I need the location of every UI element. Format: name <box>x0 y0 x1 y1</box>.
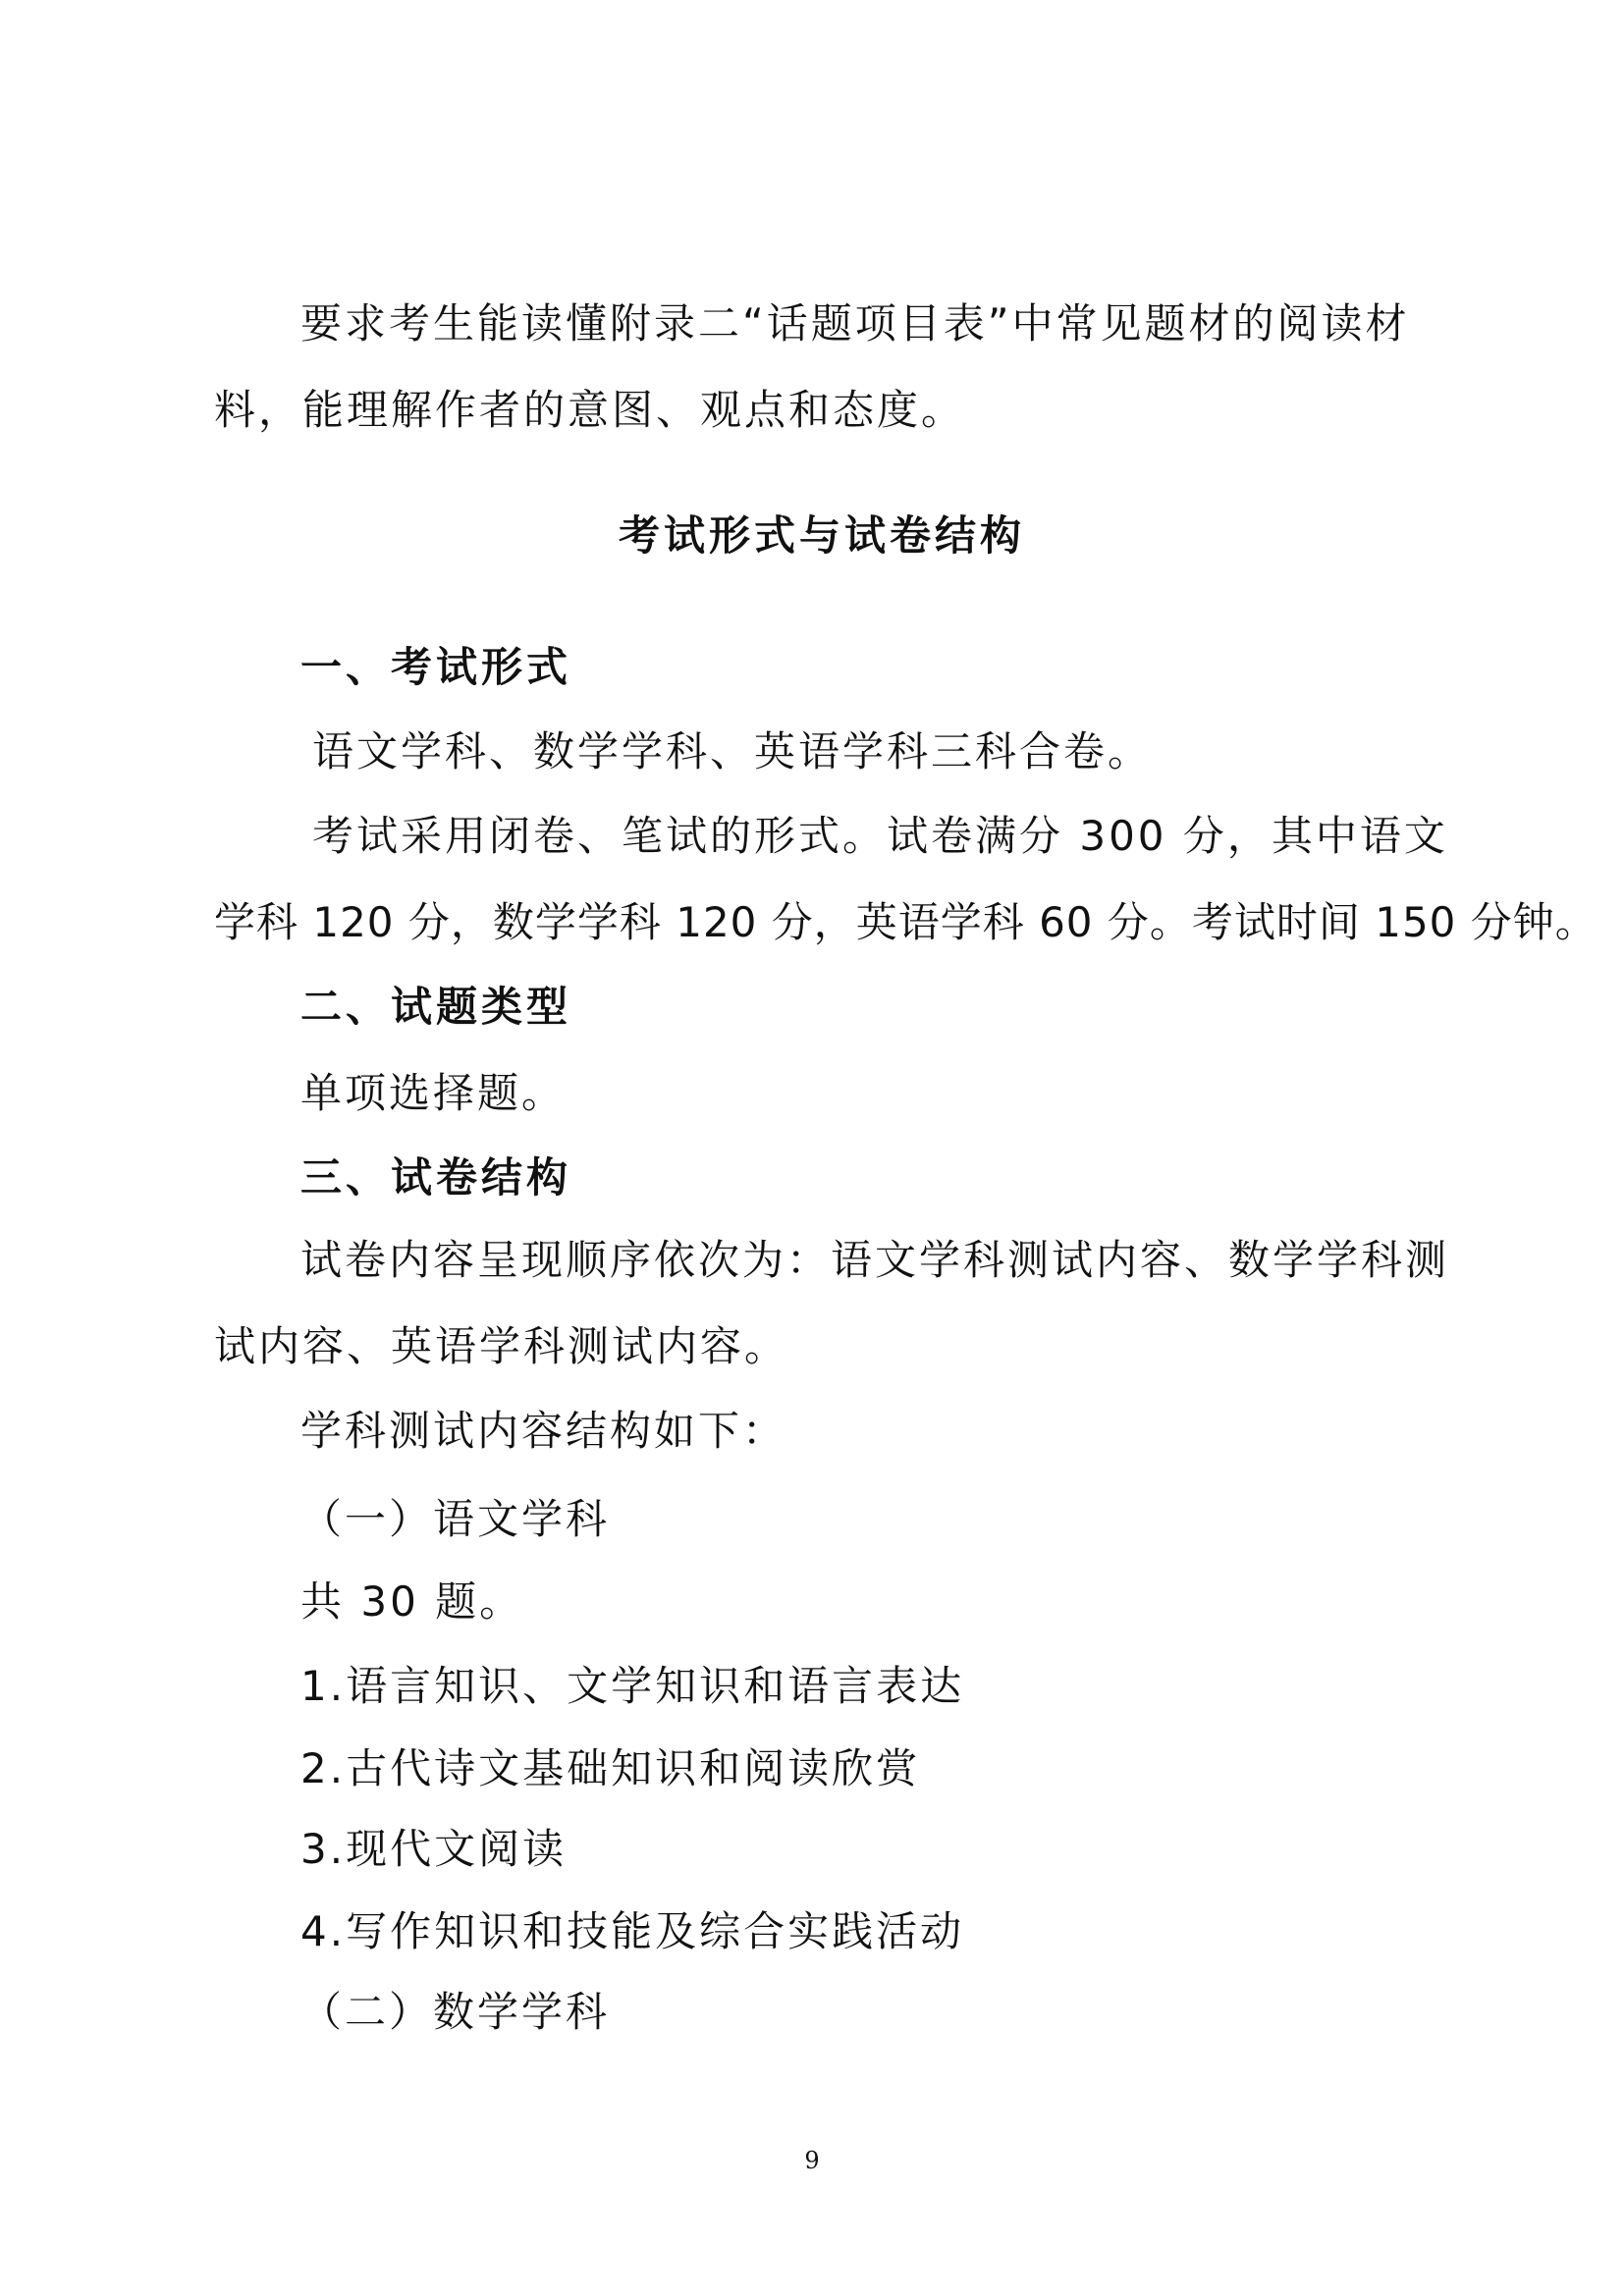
intro-line-1: 要求考生能读懂附录二“话题项目表”中常见题材的阅读材 <box>300 299 1410 347</box>
chinese-item-3: 3.现代文阅读 <box>300 1825 568 1873</box>
heading-question-type: 二、试题类型 <box>300 983 572 1031</box>
heading-exam-format: 一、考试形式 <box>300 643 572 691</box>
subsection-chinese-label: （一）语文学科 <box>300 1495 611 1543</box>
chinese-question-count: 共 30 题。 <box>300 1577 524 1626</box>
structure-para-1-line-1: 试卷内容呈现顺序依次为：语文学科测试内容、数学学科测 <box>300 1236 1450 1284</box>
subsection-math-label: （二）数学学科 <box>300 1988 611 2036</box>
intro-line-2: 料，能理解作者的意图、观点和态度。 <box>214 386 966 434</box>
exam-format-para-2-line-2: 学科 120 分，数学学科 120 分，英语学科 60 分。考试时间 150 分钟。 <box>214 898 1597 946</box>
question-type-para: 单项选择题。 <box>300 1069 567 1117</box>
structure-para-1-line-2: 试内容、英语学科测试内容。 <box>214 1322 789 1370</box>
chinese-item-4: 4.写作知识和技能及综合实践活动 <box>300 1907 965 1955</box>
heading-paper-structure: 三、试卷结构 <box>300 1153 572 1201</box>
chinese-item-1: 1.语言知识、文学知识和语言表达 <box>300 1662 965 1710</box>
section-title: 考试形式与试卷结构 <box>619 511 1026 560</box>
structure-para-2: 学科测试内容结构如下： <box>300 1407 787 1455</box>
chinese-item-2: 2.古代诗文基础知识和阅读欣赏 <box>300 1744 921 1792</box>
exam-format-para-1: 语文学科、数学学科、英语学科三科合卷。 <box>312 727 1153 775</box>
page-number: 9 <box>804 2147 820 2174</box>
exam-format-para-2-line-1: 考试采用闭卷、笔试的形式。试卷满分 300 分，其中语文 <box>312 812 1448 860</box>
